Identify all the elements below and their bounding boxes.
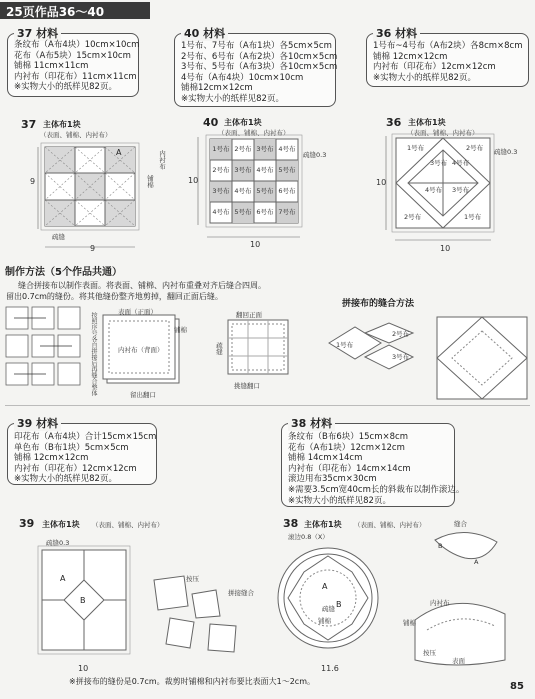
bottom-note: ※拼接布的缝份是0.7cm。裁剪时铺棉和内衬布要比表面大1～2cm。 — [69, 677, 315, 686]
diagram-38-circle — [276, 544, 382, 652]
material-line: 铺棉12cm×12cm — [181, 83, 253, 94]
detail-seam: 缝合 — [454, 520, 467, 528]
diagram-subtitle: （表面、铺棉、内衬布） — [218, 129, 290, 137]
material-line: 花布（A布1块）12cm×12cm — [288, 442, 405, 453]
diagram-number: 40 — [203, 116, 219, 129]
diagram-title: 主体布1块 — [408, 118, 446, 127]
materials-box-39 — [7, 417, 157, 485]
materials-box-36 — [366, 27, 529, 87]
label-b: B — [336, 600, 342, 609]
box-title: 材料 — [395, 27, 418, 40]
box-title: 材料 — [36, 27, 59, 40]
material-line: 4号布（A布4块）10cm×10cm — [181, 72, 304, 83]
diagram-number: 37 — [21, 118, 37, 131]
material-note: ※需要3.5cm宽40cm长的斜裁布以制作滚边。 — [288, 484, 465, 495]
material-line: 内衬布（印花布）12cm×12cm — [14, 463, 137, 474]
patch-result-diagram — [437, 317, 529, 401]
piece-label: 2号布 — [404, 213, 422, 221]
piece-label: 1号布 — [464, 213, 482, 221]
box-title: 材料 — [203, 27, 226, 40]
detail-press: 按压 — [423, 649, 436, 657]
material-line: 1号布~4号布（A布2块）各8cm×8cm — [373, 41, 523, 51]
piece-label: 3号布 — [430, 159, 448, 167]
cell-label: 1号布 — [212, 145, 230, 153]
material-line: 3号布、5号布（A布3块）各10cm×5cm — [181, 62, 338, 73]
detail-a: A — [474, 558, 479, 566]
piece-label: 4号布 — [425, 186, 443, 194]
label-a: A — [322, 582, 328, 591]
cell-label: 6号布 — [278, 187, 296, 195]
method-title: 制作方法（5个作品共通） — [5, 267, 122, 278]
section-divider — [5, 405, 530, 406]
piece-label: 4号布 — [452, 159, 470, 167]
diagram-title: 主体布1块 — [43, 120, 81, 129]
label-batting: 铺棉 — [146, 175, 154, 188]
material-line: 铺棉 12cm×12cm — [14, 453, 89, 464]
step-2-side: 铺棉 — [174, 326, 187, 334]
box-number: 38 — [291, 417, 307, 430]
patch-method-title: 拼接布的缝合方法 — [342, 299, 415, 309]
material-note: ※实物大小的纸样见82页。 — [288, 495, 391, 506]
materials-list — [14, 432, 156, 485]
cell-label: 4号布 — [256, 166, 274, 174]
label-seam: 疏缝 — [322, 605, 335, 613]
page-header-text: 25页作品36～40 — [6, 5, 105, 19]
dimension-lines — [195, 137, 315, 247]
label-seam: 疏缝0.3 — [303, 151, 327, 159]
label-a: A — [116, 148, 122, 157]
step-3-bottom: 挑缝翻口 — [234, 382, 260, 390]
dim-width: 10 — [250, 240, 261, 249]
material-line: 单色布（B布1块）5cm×5cm — [14, 442, 129, 453]
material-line: 内衬布（印花布）14cm×14cm — [288, 463, 411, 474]
material-line: 2号布、6号布（A布2块）各10cm×5cm — [181, 51, 338, 62]
step-3-side: 疏缝 — [215, 342, 223, 355]
materials-list — [14, 40, 139, 93]
material-line: 条纹布（B布6块）15cm×8cm — [288, 432, 408, 442]
piece-label: 2号布 — [466, 144, 484, 152]
piece-label: 1号布 — [407, 144, 425, 152]
dim-height: 9 — [30, 177, 36, 186]
diagram-title: 主体布1块 — [224, 118, 262, 127]
box-title: 材料 — [310, 417, 333, 430]
patch-label-1: 1号布 — [336, 341, 354, 349]
material-line: 铺棉 12cm×12cm — [373, 51, 448, 62]
diagram-39-pieces — [150, 570, 250, 654]
cell-label: 2号布 — [234, 145, 252, 153]
cell-label: 3号布 — [256, 145, 274, 153]
material-line: 铺棉 11cm×11cm — [14, 61, 89, 72]
box-number: 37 — [17, 27, 33, 40]
material-note: ※实物大小的纸样见82页。 — [373, 72, 476, 83]
step-2-gap: 留出翻口 — [130, 391, 156, 399]
dim-height: 10 — [376, 178, 387, 187]
detail-batting: 铺棉 — [403, 619, 416, 627]
box-number: 39 — [17, 417, 33, 430]
material-line: 内衬布（印花布）11cm×11cm — [14, 71, 137, 82]
cell-label: 4号布 — [278, 145, 296, 153]
method-line-1: 缝合拼接布以制作表面。将表面、铺棉、内衬布重叠对齐后缝合四周。 — [18, 281, 266, 290]
step-3-top: 翻回正面 — [236, 311, 262, 319]
piece-label: 3号布 — [452, 186, 470, 194]
material-note: ※实物大小的纸样见82页。 — [14, 82, 117, 93]
cell-label: 3号布 — [212, 187, 230, 195]
dim-height: 10 — [188, 176, 199, 185]
detail-b: B — [438, 542, 443, 550]
diagram-subtitle: （表面、铺棉、内衬布） — [407, 129, 479, 137]
box-number: 36 — [376, 27, 392, 40]
dim-width: 9 — [90, 244, 96, 253]
label-b: B — [80, 596, 86, 605]
page-number: 85 — [510, 681, 524, 692]
diagram-subtitle: （表面、铺棉、内衬布） — [354, 521, 426, 529]
label-seam: 疏缝0.3 — [46, 539, 70, 547]
materials-box-40 — [174, 27, 338, 107]
box-number: 40 — [184, 27, 200, 40]
material-line: 滚边用布35cm×30cm — [288, 474, 377, 485]
label-seam: 疏缝0.3 — [494, 148, 518, 156]
cell-label: 7号布 — [278, 208, 296, 216]
diagram-title: 主体布1块 — [42, 520, 80, 529]
method-line-2: 留出0.7cm的缝份。将其他缝份整齐地剪掉，翻回正面后缝。 — [6, 292, 223, 301]
cell-label: 5号布 — [256, 187, 274, 195]
material-line: 花布（A布5块）15cm×10cm — [14, 50, 131, 61]
label-lining: 内衬布 — [158, 150, 166, 170]
cell-label: 4号布 — [234, 187, 252, 195]
detail-face: 表面 — [452, 657, 465, 665]
diagram-number: 39 — [19, 517, 35, 530]
detail-lining: 内衬布 — [430, 599, 450, 607]
materials-list — [288, 432, 464, 506]
label-a: A — [60, 574, 66, 583]
material-note: ※实物大小的纸样见82页。 — [14, 474, 117, 485]
material-line: 内衬布（印花布）12cm×12cm — [373, 62, 496, 73]
material-line: 印花布（A布4块）合计15cm×15cm — [14, 432, 157, 442]
step-3-turned-diagram — [228, 320, 290, 376]
step-1-piecing-diagram — [6, 307, 86, 385]
dim-width: 11.6 — [321, 664, 339, 673]
cell-label: 5号布 — [278, 166, 296, 174]
dim-width: 10 — [78, 664, 89, 673]
step-1-label: 按照序号各自拼接后再缝合整体 — [90, 312, 97, 396]
dimension-lines — [383, 136, 503, 251]
label-batting: 铺棉 — [318, 617, 331, 625]
materials-box-38 — [281, 417, 465, 507]
patch-label-3: 3号布 — [392, 353, 410, 361]
cell-label: 4号布 — [212, 208, 230, 216]
label-seam: 疏缝 — [52, 233, 65, 241]
label-press: 按压 — [186, 575, 199, 583]
material-line: 条纹布（A布4块）10cm×10cm — [14, 40, 140, 50]
box-title: 材料 — [36, 417, 59, 430]
patch-label-2: 2号布 — [392, 330, 410, 338]
materials-list — [181, 41, 337, 105]
diagram-title: 主体布1块 — [304, 520, 342, 529]
step-2-top: 表面（正面） — [118, 308, 157, 316]
material-line: 铺棉 14cm×14cm — [288, 453, 363, 464]
label-joint: 拼接缝合 — [228, 589, 254, 597]
cell-label: 2号布 — [212, 166, 230, 174]
diagram-number: 36 — [386, 116, 402, 129]
dim-width: 10 — [440, 244, 451, 253]
materials-box-37 — [7, 27, 140, 97]
diagram-number: 38 — [283, 517, 299, 530]
materials-list — [373, 41, 523, 83]
dimension-lines — [35, 145, 145, 255]
cell-label: 6号布 — [256, 208, 274, 216]
diagram-subtitle: （表面、铺棉、内衬布） — [40, 131, 112, 139]
cell-label: 5号布 — [234, 208, 252, 216]
label-binding: 滚边0.8（X） — [288, 533, 329, 541]
material-line: 1号布、7号布（A布1块）各5cm×5cm — [181, 41, 332, 51]
step-2-inner: 内衬布（背面） — [118, 346, 164, 354]
material-note: ※实物大小的纸样见82页。 — [181, 93, 284, 104]
diagram-subtitle: （表面、铺棉、内衬布） — [92, 521, 164, 529]
cell-label: 3号布 — [234, 166, 252, 174]
